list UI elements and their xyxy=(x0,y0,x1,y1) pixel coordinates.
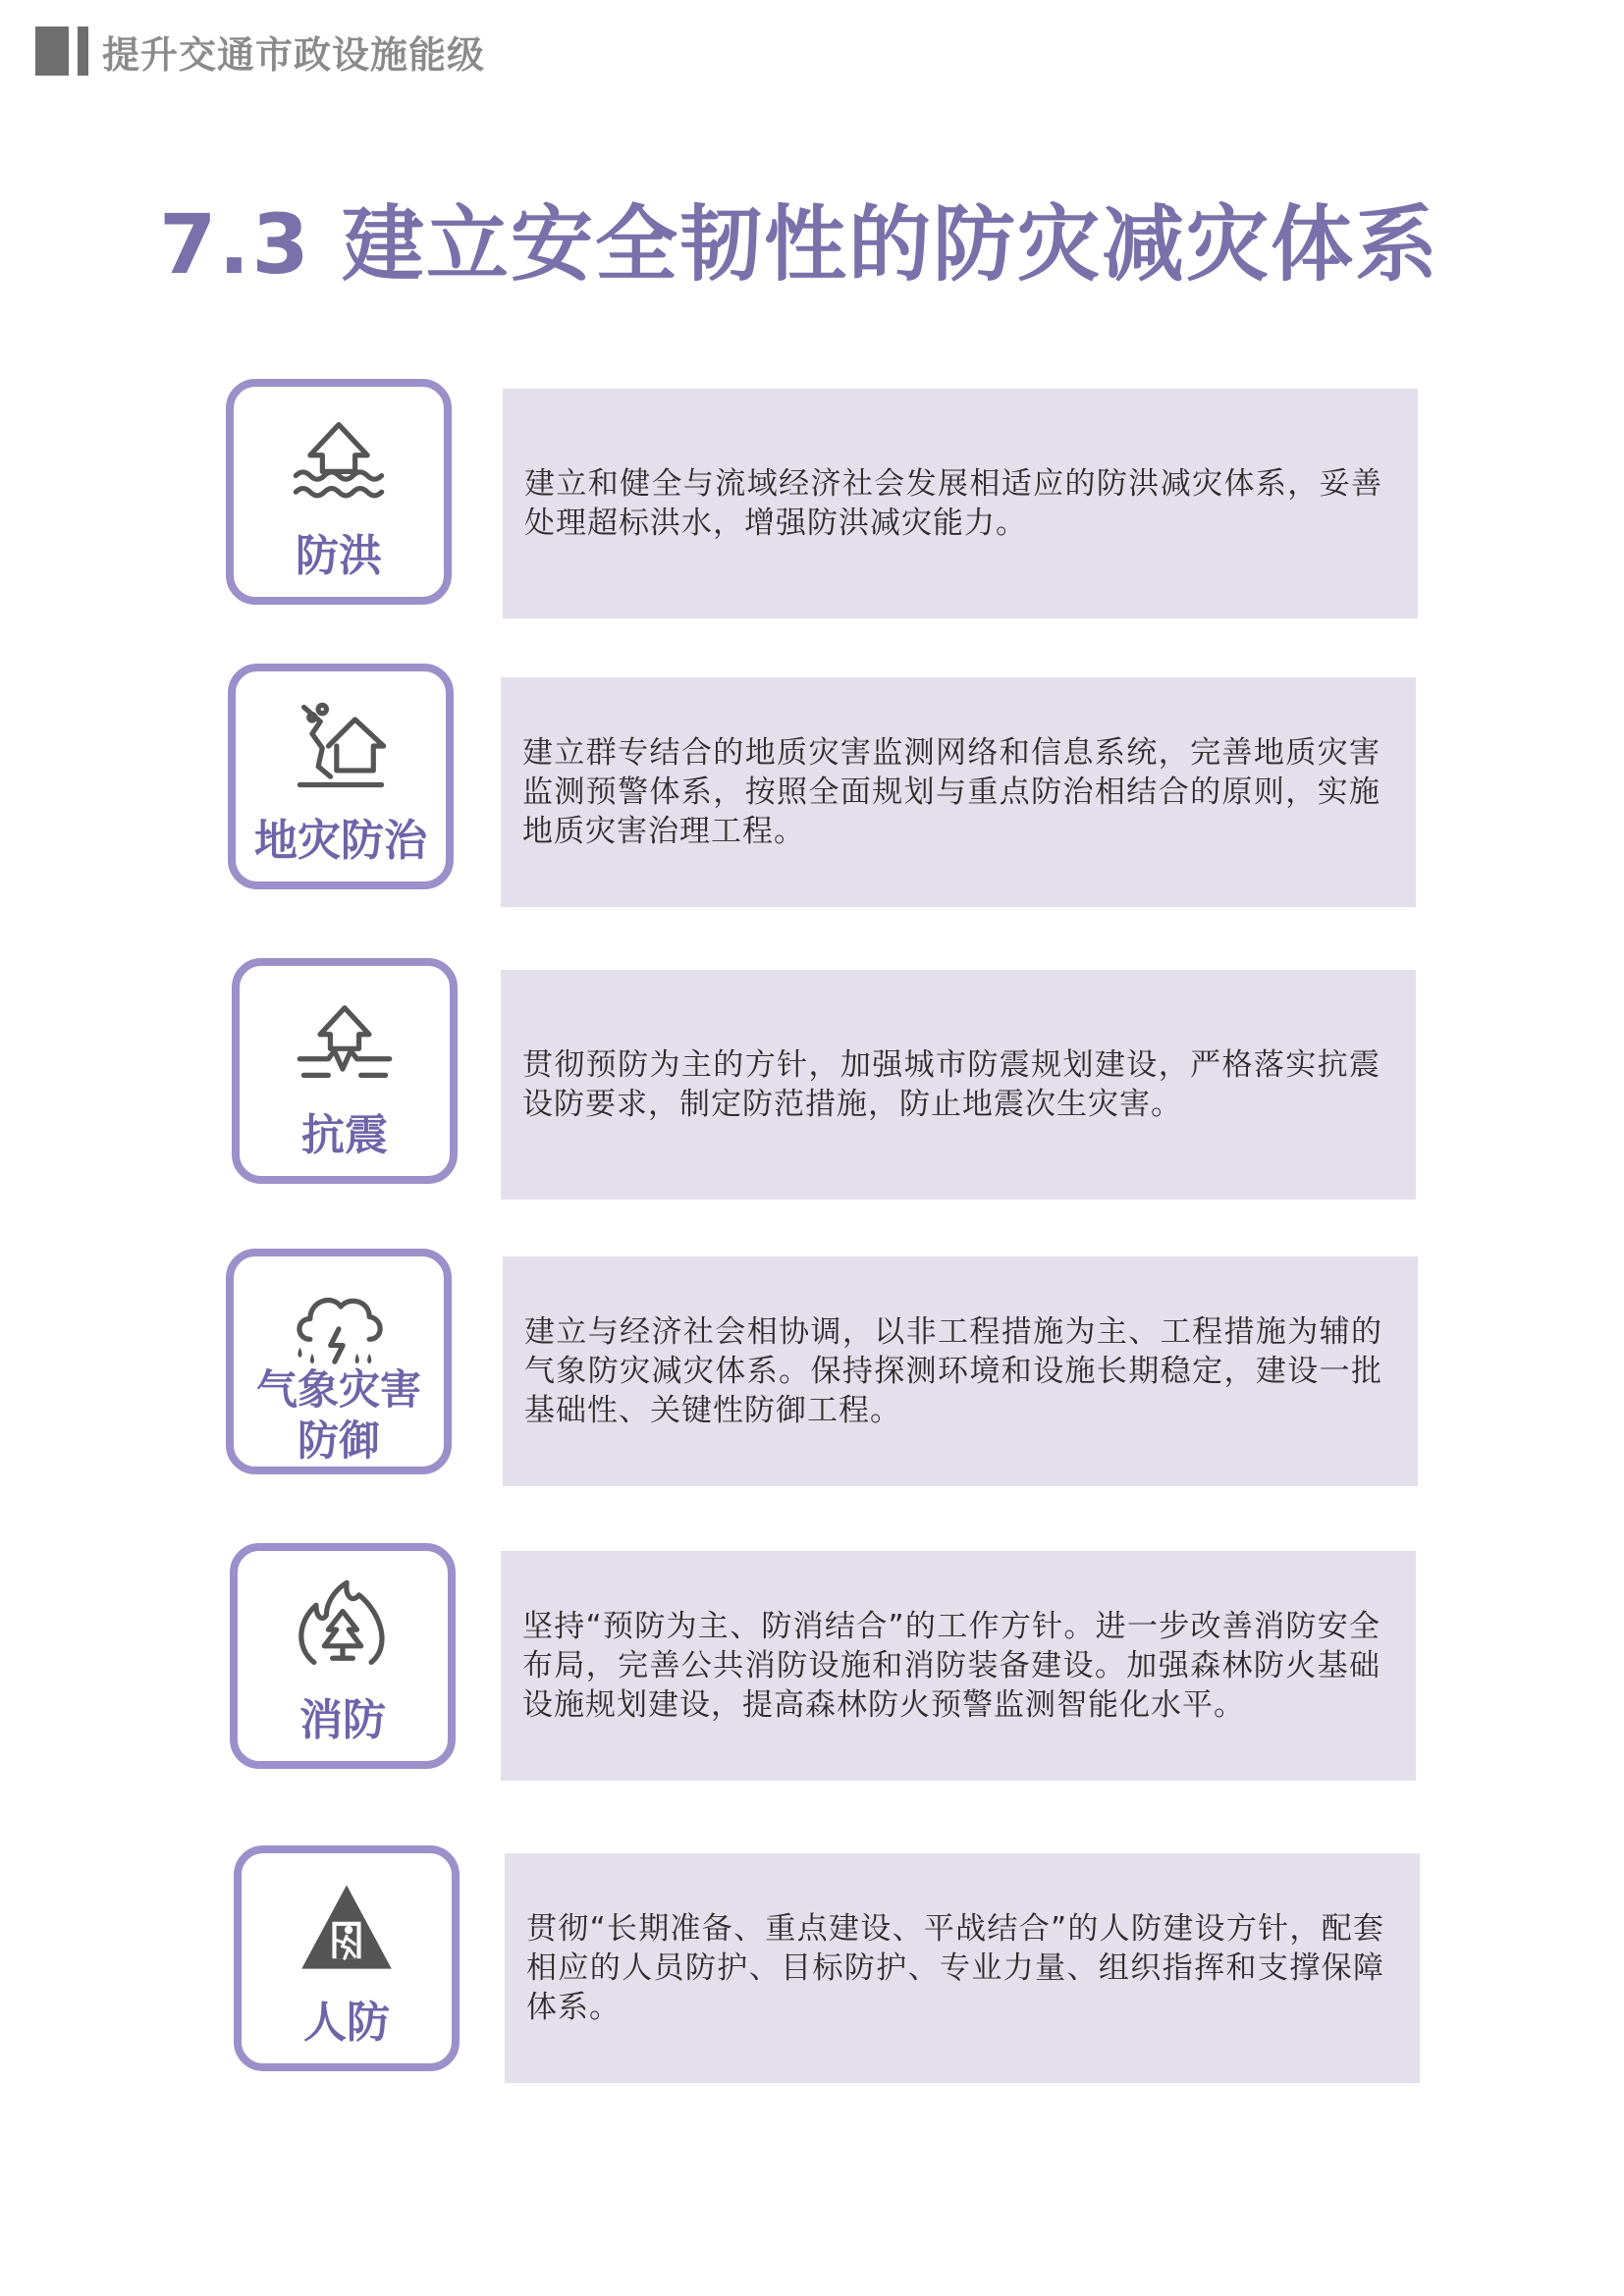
item-text: 贯彻预防为主的方针，加强城市防震规划建设，严格落实抗震设防要求，制定防范措施，防止地震次生灾害。 xyxy=(522,1047,1380,1122)
running-header xyxy=(35,26,485,77)
header-mark xyxy=(35,27,69,76)
item-description-fire xyxy=(501,1551,1416,1781)
item-text: 贯彻“长期准备、重点建设、平战结合”的人防建设方针，配套相应的人员防护、目标防护、专业力量、组织指挥和支撑保障体系。 xyxy=(526,1911,1384,2025)
item-description-meteorological xyxy=(503,1256,1418,1486)
item-label: 地灾防治 xyxy=(254,816,427,866)
forest-fire-icon xyxy=(292,1575,394,1677)
item-label: 抗震 xyxy=(301,1110,388,1160)
item-card-meteorological xyxy=(226,1249,452,1474)
item-text: 建立群专结合的地质灾害监测网络和信息系统，完善地质灾害监测预警体系，按照全面规划与重点防治相结合的原则，实施地质灾害治理工程。 xyxy=(522,735,1380,849)
header-mark-bar xyxy=(78,27,88,76)
item-description-civil-defense xyxy=(505,1853,1420,2083)
landslide-house-icon xyxy=(290,695,392,797)
flood-house-icon xyxy=(288,410,390,512)
item-card-earthquake xyxy=(232,958,458,1184)
item-label: 气象灾害防御 xyxy=(255,1365,421,1465)
item-text: 建立和健全与流域经济社会发展相适应的防洪减灾体系，妥善处理超标洪水，增强防洪减灾能力。 xyxy=(524,466,1382,541)
item-card-geo-hazard xyxy=(228,664,454,889)
item-label: 防洪 xyxy=(296,531,382,581)
page-title: 7.3 建立安全韧性的防灾减灾体系 xyxy=(159,196,1440,293)
item-description-flood xyxy=(503,389,1418,618)
item-label: 人防 xyxy=(303,1998,390,2048)
emergency-exit-icon xyxy=(296,1877,398,1979)
item-description-geo-hazard xyxy=(501,677,1416,907)
item-card-fire xyxy=(230,1543,456,1769)
item-card-civil-defense xyxy=(234,1845,460,2071)
item-text: 建立与经济社会相协调，以非工程措施为主、工程措施为辅的气象防灾减灾体系。保持探测环境和设施长期稳定，建设一批基础性、关键性防御工程。 xyxy=(524,1314,1382,1428)
item-text: 坚持“预防为主、防消结合”的工作方针。进一步改善消防安全布局，完善公共消防设施和消防装备建设。加强森林防火基础设施规划建设，提高森林防火预警监测智能化水平。 xyxy=(522,1609,1380,1723)
item-card-flood xyxy=(226,379,452,605)
header-section-title: 提升交通市政设施能级 xyxy=(102,32,486,77)
item-label: 消防 xyxy=(299,1695,386,1745)
item-description-earthquake xyxy=(501,970,1416,1200)
earthquake-house-icon xyxy=(294,989,396,1092)
